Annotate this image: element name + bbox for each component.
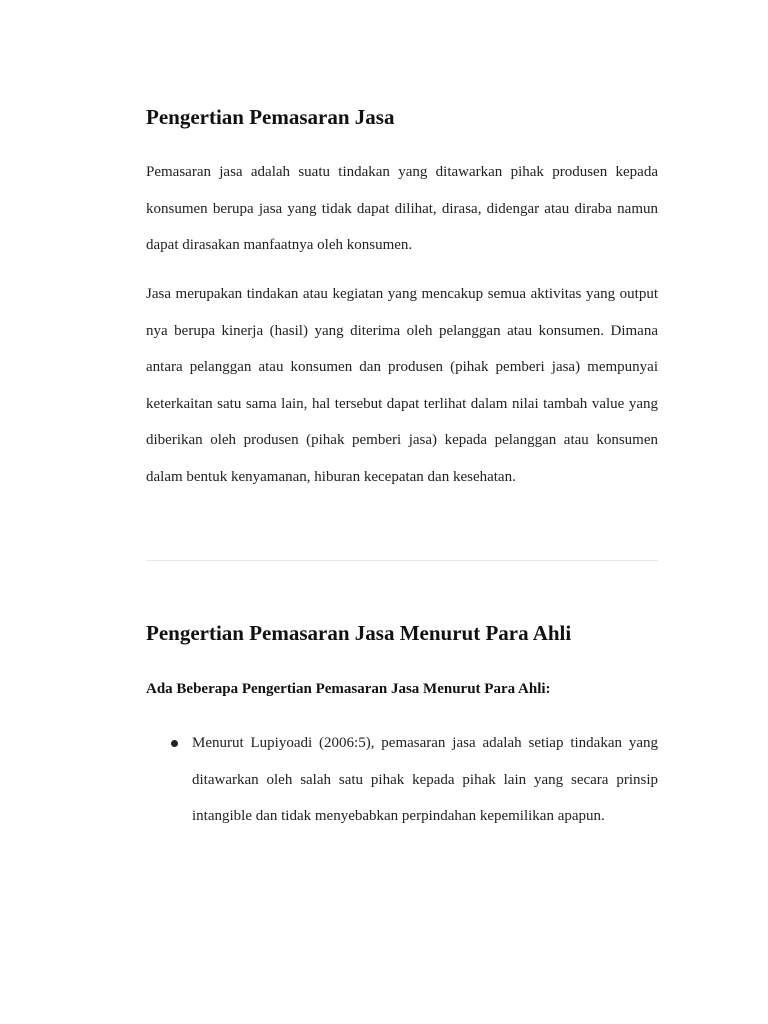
expert-definitions-list [146,725,658,835]
bullet-dot-icon [171,740,178,747]
section-divider [146,560,658,561]
list-item [146,725,658,835]
list-item-text: Menurut Lupiyoadi (2006:5), pemasaran jasa adalah setiap tindakan yang ditawarkan oleh salah satu pihak kepada pihak lain yang secara prinsip intangible dan tidak menyebabkan perpindahan kepemilikan apapun. [192,735,658,824]
subheading-beberapa-pengertian: Ada Beberapa Pengertian Pemasaran Jasa Menurut Para Ahli: [146,681,551,697]
section-title-pengertian-pemasaran-jasa: Pengertian Pemasaran Jasa [146,105,395,129]
paragraph-definition: Pemasaran jasa adalah suatu tindakan yang ditawarkan pihak produsen kepada konsumen berupa jasa yang tidak dapat dilihat, dirasa, didengar atau diraba namun dapat dirasakan manfaatnya oleh konsumen. [146,164,658,253]
section-title-menurut-para-ahli: Pengertian Pemasaran Jasa Menurut Para Ahli [146,621,572,645]
paragraph-jasa-explanation: Jasa merupakan tindakan atau kegiatan yang mencakup semua aktivitas yang output nya berupa kinerja (hasil) yang diterima oleh pelanggan atau konsumen. Dimana antara pelanggan atau konsumen dan produsen (pihak pemberi jasa) mempunyai keterkaitan satu sama lain, hal tersebut dapat terlihat dalam nilai tambah value yang diberikan oleh produsen (pihak pemberi jasa) kepada pelanggan atau konsumen dalam bentuk kenyamanan, hiburan kecepatan dan kesehatan. [146,286,658,485]
